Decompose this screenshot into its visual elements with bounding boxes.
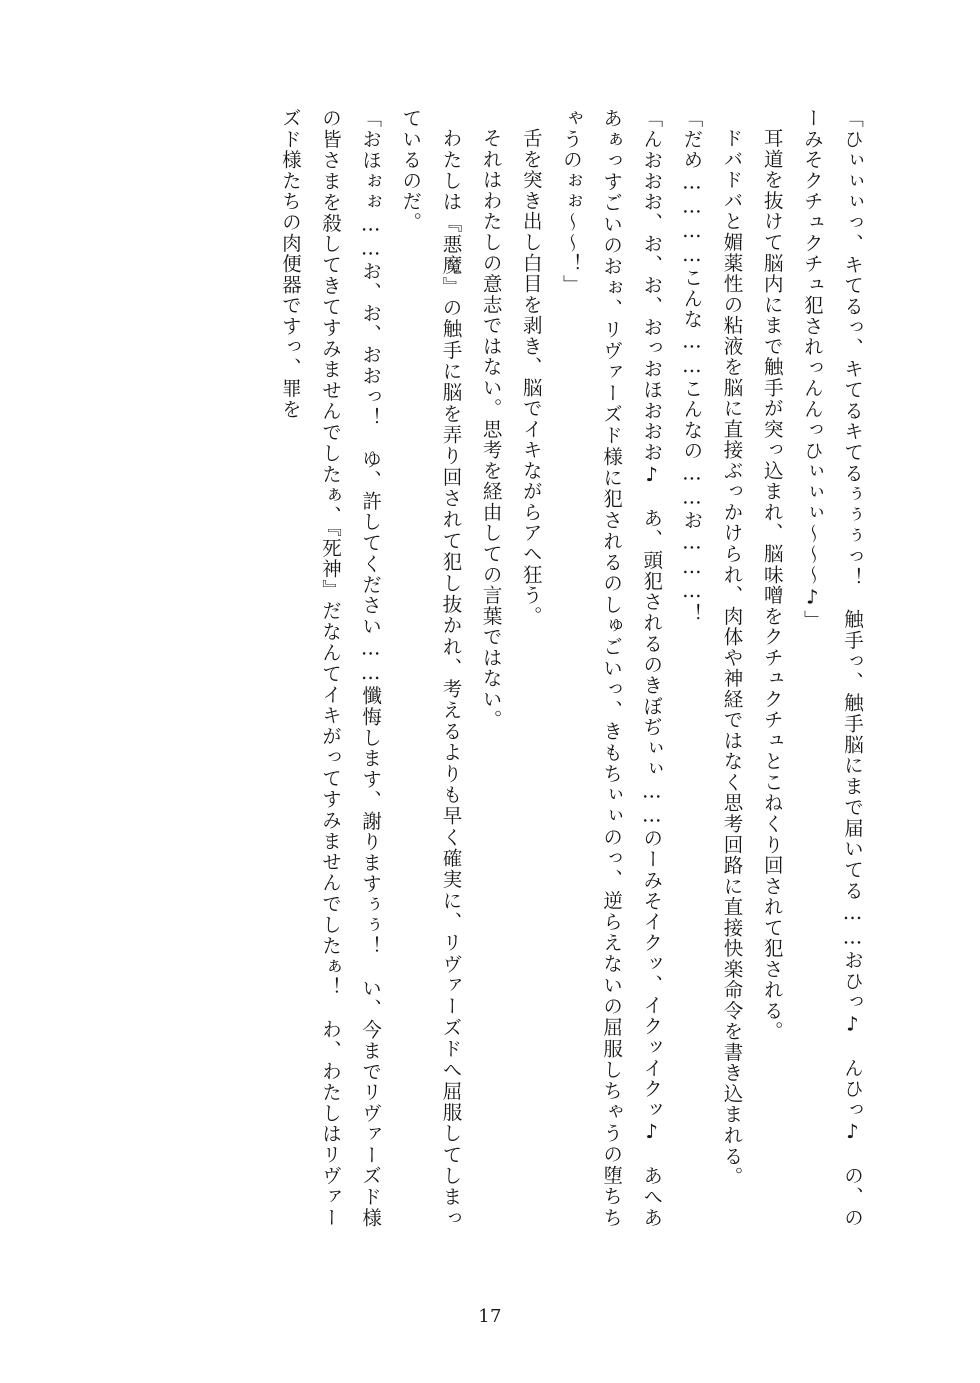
page-number: 17 (478, 1306, 502, 1327)
paragraph: 「だめ…………こんな……こんなの……お………！ (680, 108, 704, 625)
paragraph: わたしは『悪魔』の触手に脳を弄り回されて犯し抜かれ、考えるよりも早く確実に、リヴァーズドへ屈服してしまっているのだ。 (399, 108, 463, 1228)
paragraph: それはわたしの意志ではない。思考を経由しての言葉ではない。 (479, 127, 503, 730)
paragraph: 「おほぉぉ……お、お、おおっ！ ゆ、許してください……懺悔します、謝りますぅぅ！ い、今までリヴァーズド様の皆さまを殺してきてすみませんでしたぁ、『死神』だなんてイキがってすみませんでしたぁ！ わ、わたしはリヴァーズド様たちの肉便器ですっ、罪を (278, 108, 383, 1228)
vertical-text-body (112, 108, 872, 1228)
paragraph: 「ひぃぃぃっ、キてるっ、キてるキてるぅぅぅっ！ 触手っ、触手脳にまで届いてる……おひっ♪ んひっ♪ の、のーみそクチュクチュ犯されっんんっひぃぃぃ～～～♪」 (800, 108, 864, 1228)
paragraph: 「んおおお、お、お、おっおほおおお♪ あ、頭犯されるのきぼぢぃぃ……のーみそイクッ、イクッイクッ♪ あへああぁっすごいのおぉ、リヴァーズド様に犯されるのしゅごいっ、きもちぃぃのっ、逆らえないの屈服しちゃうの堕ちちゃうのぉぉ～～！」 (559, 108, 664, 1228)
paragraph: 舌を突き出し白目を剥き、脳でイキながらアヘ狂う。 (519, 127, 543, 626)
paragraph: ドバドバと媚薬性の粘液を脳に直接ぶっかけられ、肉体や神経ではなく思考回路に直接快楽命令を書き込まれる。 (720, 127, 744, 1187)
paragraph: 耳道を抜けて脳内にまで触手が突っ込まれ、脳味噌をクチュクチュとこねくり回されて犯される。 (760, 127, 784, 1042)
